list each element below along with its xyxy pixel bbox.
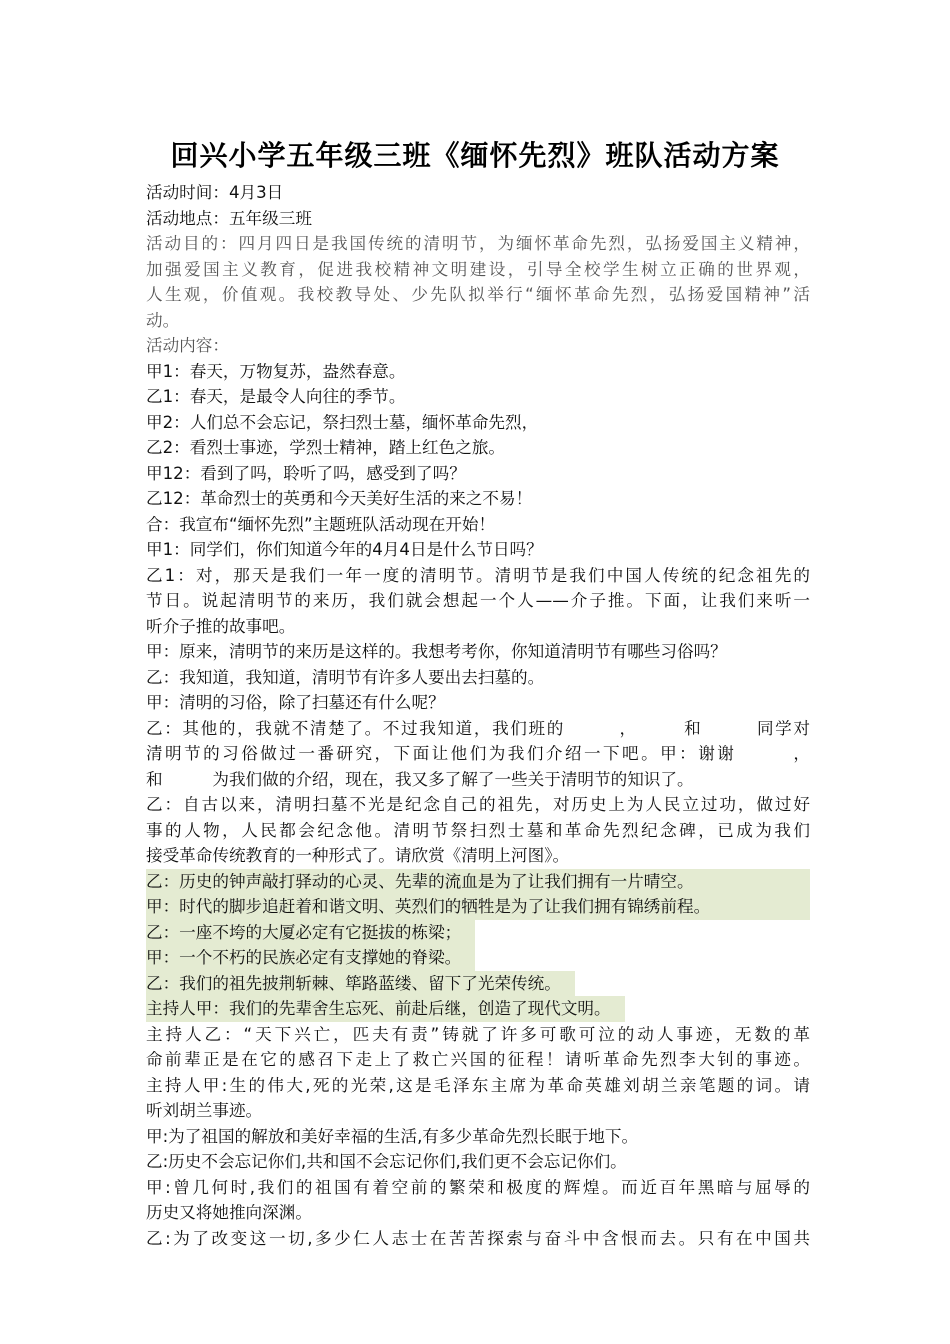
text-line: 加强爱国主义教育，促进我校精神文明建设，引导全校学生树立正确的世界观， (146, 259, 810, 279)
text-line: 乙1：对，那天是我们一年一度的清明节。清明节是我们中国人传统的纪念祖先的 (146, 565, 810, 585)
text-line: 清明节的习俗做过一番研究，下面让他们为我们介绍一下吧。甲：谢谢 ， (146, 744, 810, 763)
document-body (146, 180, 810, 1251)
text-line: 听刘胡兰事迹。 (146, 1101, 263, 1120)
text-line: 乙1：春天，是最令人向往的季节。 (146, 387, 406, 406)
text-line: 乙2：看烈士事迹，学烈士精神，踏上红色之旅。 (146, 438, 506, 457)
text-line: 活动时间：4月3日 (146, 183, 284, 202)
text-line: 人生观，价值观。我校教导处、少先队拟举行“缅怀革命先烈，弘扬爱国精神”活 (146, 285, 810, 304)
text-line: 和 为我们做的介绍，现在，我又多了解了一些关于清明节的知识了。 (146, 769, 694, 789)
text-line: 事的人物，人民都会纪念他。清明节祭扫烈士墓和革命先烈纪念碑，已成为我们 (146, 820, 810, 840)
text-line: 甲12：看到了吗，聆听了吗，感受到了吗？ (146, 463, 466, 483)
text-line: 动。 (146, 310, 180, 330)
text-line: 合：我宣布“缅怀先烈”主题班队活动现在开始！ (146, 514, 496, 534)
text-line: 甲1：春天，万物复苏，盎然春意。 (146, 361, 406, 381)
text-line: 甲：清明的习俗，除了扫墓还有什么呢？ (146, 693, 445, 712)
highlighted-line: 主持人甲：我们的先辈舍生忘死、前赴后继，创造了现代文明。 (146, 996, 625, 1022)
text-line: 乙12：革命烈士的英勇和今天美好生活的来之不易！ (146, 489, 533, 508)
text-line: 甲：原来，清明节的来历是这样的。我想考考你，你知道清明节有哪些习俗吗？ (146, 642, 727, 661)
text-line: 甲2：人们总不会忘记，祭扫烈士墓，缅怀革命先烈， (146, 412, 539, 432)
highlighted-line: 乙：我们的祖先披荆斩棘、筚路蓝缕、留下了光荣传统。 (146, 971, 575, 997)
text-line: 甲1：同学们，你们知道今年的4月4日是什么节日吗？ (146, 540, 543, 559)
text-line: 甲:为了祖国的解放和美好幸福的生活,有多少革命先烈长眠于地下。 (146, 1126, 639, 1146)
text-line: 乙:历史不会忘记你们,共和国不会忘记你们,我们更不会忘记你们。 (146, 1152, 627, 1171)
highlighted-line: 甲：时代的脚步追赶着和谐文明、英烈们的牺牲是为了让我们拥有锦绣前程。 (146, 894, 810, 920)
text-line: 节日。说起清明节的来历，我们就会想起一个人——介子推。下面，让我们来听一 (146, 591, 810, 610)
text-line: 乙：自古以来，清明扫墓不光是纪念自己的祖先，对历史上为人民立过功，做过好 (146, 795, 810, 814)
text-line: 甲:曾几何时,我们的祖国有着空前的繁荣和极度的辉煌。而近百年黑暗与屈辱的 (146, 1177, 810, 1197)
text-line: 历史又将她推向深渊。 (146, 1203, 312, 1222)
text-line: 乙：其他的，我就不清楚了。不过我知道，我们班的 ， 和 同学对 (146, 718, 810, 738)
text-line: 主持人甲:生的伟大,死的光荣,这是毛泽东主席为革命英雄刘胡兰亲笔题的词。请 (146, 1075, 810, 1095)
text-line: 活动地点：五年级三班 (146, 208, 312, 228)
text-line: 主持人乙：“天下兴亡，匹夫有责”铸就了许多可歌可泣的动人事迹，无数的革 (146, 1024, 810, 1044)
text-line: 活动内容： (146, 336, 229, 355)
text-line: 乙:为了改变这一切,多少仁人志士在苦苦探索与奋斗中含恨而去。只有在中国共 (146, 1228, 810, 1248)
text-line: 听介子推的故事吧。 (146, 616, 296, 636)
text-line: 活动目的：四月四日是我国传统的清明节，为缅怀革命先烈，弘扬爱国主义精神， (146, 234, 810, 253)
text-line: 乙：我知道，我知道，清明节有许多人要出去扫墓的。 (146, 667, 545, 687)
text-line: 命前辈正是在它的感召下走上了救亡兴国的征程！请听革命先烈李大钊的事迹。 (146, 1050, 810, 1069)
text-line: 接受革命传统教育的一种形式了。请欣赏《清明上河图》。 (146, 846, 570, 865)
highlighted-line: 甲：一个不朽的民族必定有支撑她的脊梁。 (146, 945, 475, 971)
highlighted-line: 乙：历史的钟声敲打驿动的心灵、先辈的流血是为了让我们拥有一片晴空。 (146, 869, 810, 895)
highlighted-line: 乙：一座不垮的大厦必定有它挺拔的栋梁； (146, 920, 475, 946)
document-title: 回兴小学五年级三班《缅怀先烈》班队活动方案 (170, 139, 780, 172)
